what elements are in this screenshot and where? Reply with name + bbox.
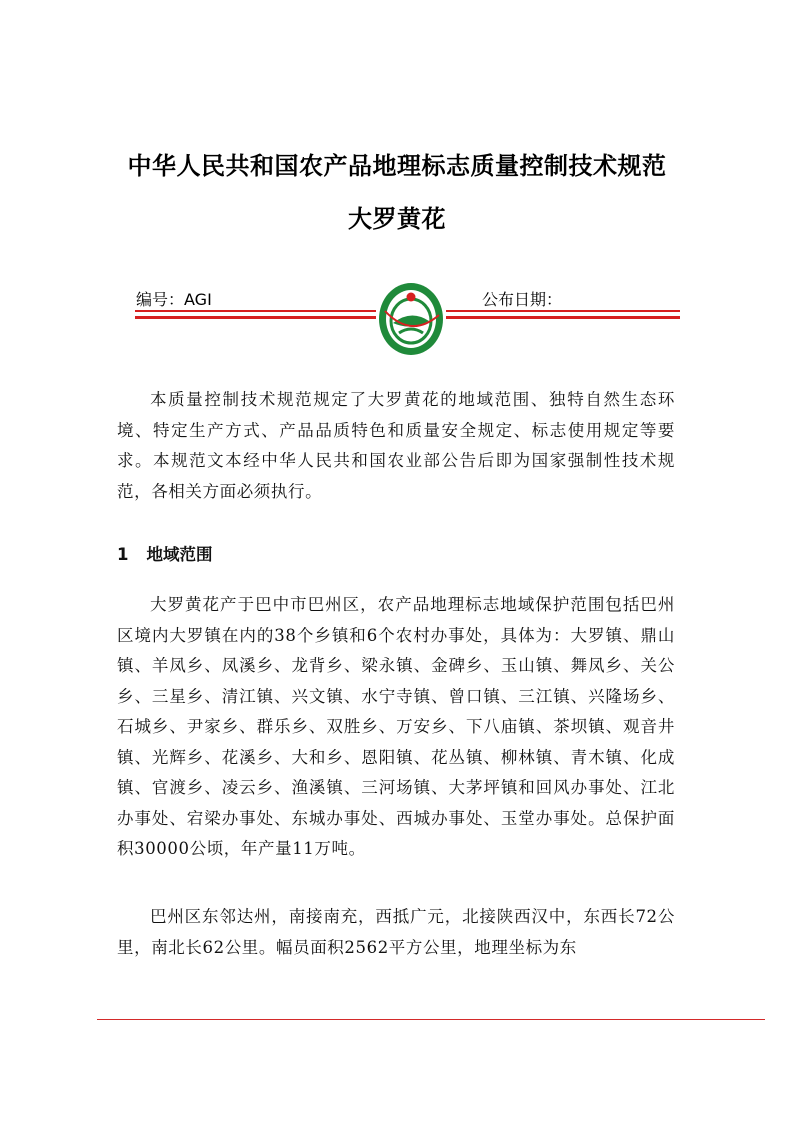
intro-text: 本质量控制技术规范规定了大罗黄花的地域范围、独特自然生态环境、特定生产方式、产品品质特色和质量安全规定、标志使用规定等要求。本规范文本经中华人民共和国农业部公告后即为国家强制性技术规范，各相关方面必须执行。 xyxy=(117,390,675,501)
agi-emblem-icon xyxy=(377,281,445,357)
document-title: 中华人民共和国农产品地理标志质量控制技术规范 xyxy=(127,152,667,180)
geography-paragraph xyxy=(117,902,675,963)
region-text: 大罗黄花产于巴中市巴州区，农产品地理标志地域保护范围包括巴州区境内大罗镇在内的38个乡镇和6个农村办事处，具体为：大罗镇、鼎山镇、羊凤乡、凤溪乡、龙背乡、梁永镇、金碑乡、玉山镇、舞凤乡、关公乡、三星乡、清江镇、兴文镇、水宁寺镇、曾口镇、三江镇、兴隆场乡、石城乡、尹家乡、群乐乡、双胜乡、万安乡、下八庙镇、茶坝镇、观音井镇、光辉乡、花溪乡、大和乡、恩阳镇、花丛镇、柳林镇、青木镇、化成镇、官渡乡、凌云乡、渔溪镇、三河场镇、大茅坪镇和回风办事处、江北办事处、宕梁办事处、东城办事处、西城办事处、玉堂办事处。总保护面积30000公顷，年产量11万吨。 xyxy=(117,595,675,858)
header-rule-left-top xyxy=(135,310,376,312)
section-number: 1 xyxy=(117,545,129,564)
publish-date-label: 公布日期： xyxy=(482,290,563,309)
header-rule-right-bottom xyxy=(446,316,680,319)
section-heading-region xyxy=(117,541,212,565)
footer-rule xyxy=(97,1019,765,1020)
header-rule-right-top xyxy=(446,310,680,312)
intro-paragraph xyxy=(117,385,675,507)
section-title: 地域范围 xyxy=(146,545,213,564)
document-number: 编号：AGI xyxy=(136,290,212,309)
region-paragraph xyxy=(117,590,675,865)
geography-text: 巴州区东邻达州，南接南充，西抵广元，北接陕西汉中，东西长72公里，南北长62公里。幅员面积2562平方公里，地理坐标为东 xyxy=(117,907,675,957)
header-rule-left-bottom xyxy=(135,316,376,319)
document-subtitle: 大罗黄花 xyxy=(348,205,446,233)
